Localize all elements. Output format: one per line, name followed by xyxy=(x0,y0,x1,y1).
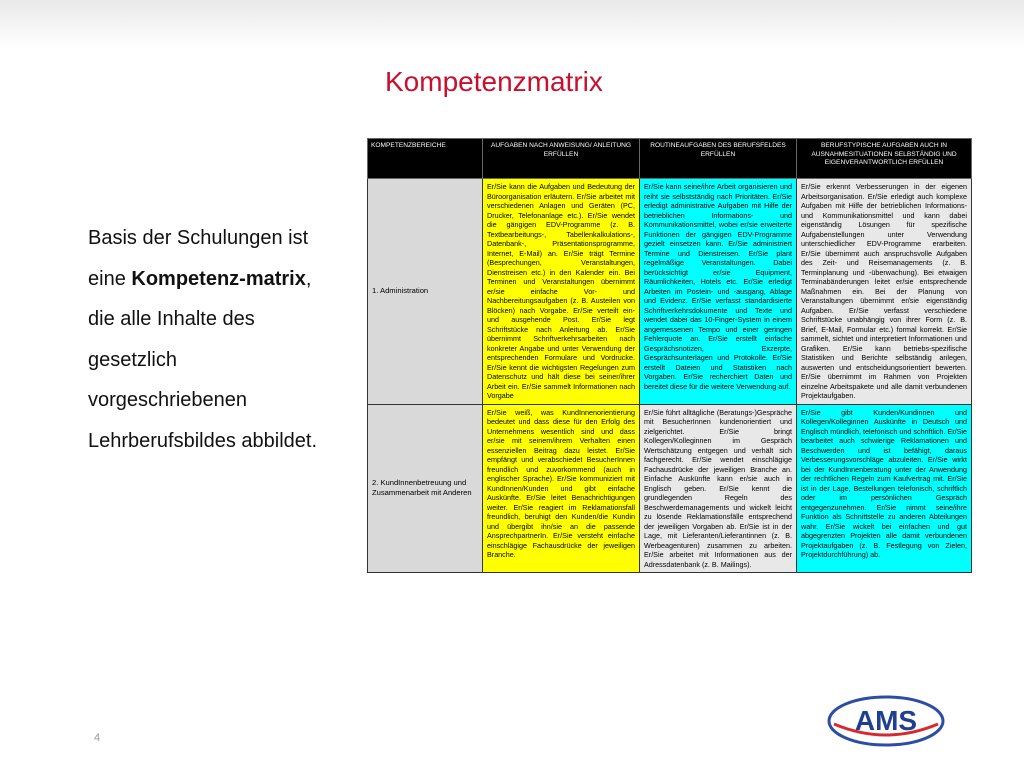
table-cell: Er/Sie weiß, was KundInnenorientierung bedeutet und dass diese für den Erfolg des Unternehmens wesentlich sind und dass er/sie mit seinem/ihrem Verhalten einen essenziellen Beitrag dazu leistet. Er/Sie empfängt und verabschiedet BesucherInnen freundlich und zuvorkommend (auch in englischer Sprache). Er/Sie kommuniziert mit KundInnen/Kunden und gibt einfache Auskünfte. Er/Sie leitet Benachrichtigungen weiter. Er/Sie reagiert im Reklamationsfall freundlich, beruhigt den Kunden/die Kundin und übergibt ihn/sie an die passende AnsprechpartnerIn. Er/Sie versteht einfache einschlägige Fachausdrücke der jeweiligen Branche. xyxy=(483,404,640,573)
header-routine-tasks: ROUTINEAUFGABEN DES BERUFSFELDES ERFÜLLEN xyxy=(640,139,797,179)
table-cell: Er/Sie kann seine/ihre Arbeit organisieren und reiht sie selbstständig nach Prioritäten. Er/Sie erledigt administrative Aufgaben mit Hilfe der betrieblichen Informations- und Kommunikationsmittel, wobei er/sie erweiterte Funktionen der gängigen EDV-Programme gezielt einsetzen kann. Er/Sie administriert Termine und Dienstreisen. Er/Sie plant regelmäßige Veranstaltungen. Dabei berücksichtigt er/sie Equipment, Räumlichkeiten, Hotels etc. Er/Sie erledigt Arbeiten im Postein- und -ausgang, Ablage und Evidenz. Er/Sie verfasst standardisierte Schriftverkehrsdokumente und Texte und wendet dabei das 10-Finger-System in einem angemessenen Tempo und einer geringen Fehlerquote an. Er/Sie erstellt einfache Gesprächsnotizen, Exzerpte, Gesprächsunterlagen und Protokolle. Er/Sie erstellt Dateien und Statistiken nach Vorgaben. Er/Sie recherchiert Daten und bereitet diese für die weitere Verwendung auf. xyxy=(640,179,797,405)
slide-number: 4 xyxy=(94,732,101,744)
header-independent-tasks: BERUFSTYPISCHE AUFGABEN AUCH IN AUSNAHMESITUATIONEN SELBSTÄNDIG UND EIGENVERANTWORTLICH ERFÜLLEN xyxy=(797,139,972,179)
table-cell: Er/Sie gibt Kunden/Kundinnen und Kollegen/Kolleginnen Auskünfte in Deutsch und Englisch mündlich, telefonisch und schriftlich. Er/Sie bearbeitet auch schwierige Reklamationen und Beschwerden und ist befähigt, daraus Verbesserungsvorschläge abzuleiten. Er/Sie wirkt bei der KundInnenberatung unter der Anwendung der rechtlichen Regeln zum Kaufvertrag mit. Er/Sie ist in der Lage, Bestellungen telefonisch, schriftlich oder im persönlichen Gespräch entgegenzunehmen. Er/Sie nimmt seine/ihre Funktion als Schnittstelle zu anderen Abteilungen wahr. Er/Sie wickelt bei einfachen und gut abgegrenzten Projekten alle damit verbundenen Projektaufgaben (z. B. Festlegung von Zielen, Projektdurchführung) ab. xyxy=(797,404,972,573)
header-instructed-tasks: AUFGABEN NACH ANWEISUNG/ ANLEITUNG ERFÜLLEN xyxy=(483,139,640,179)
body-text-bold: Kompetenz-matrix xyxy=(131,267,306,290)
logo-text: AMS xyxy=(854,705,918,736)
header-competence-areas: KOMPETENZBEREICHE xyxy=(368,139,483,179)
body-text xyxy=(88,218,338,461)
row-category: 1. Administration xyxy=(368,179,483,405)
table-cell: Er/Sie kann die Aufgaben und Bedeutung der Büroorganisation erläutern. Er/Sie arbeitet mit verschiedenen Anlagen und Geräten (PC, Drucker, Telefonanlage etc.). Er/Sie wendet die gängigen EDV-Programme (z. B. Textbearbeitungs-, Tabellenkalkulations-, Datenbank-, Präsentationsprogramme, Internet, E-Mail) an. Er/Sie trägt Termine (Besprechungen, Veranstaltungen, Dienstreisen etc.) in den Kalender ein. Bei Terminen und Veranstaltungen übernimmt er/sie einfache Vor- und Nachbereitungsaufgaben (z. B. Austeilen von Blöcken) nach Vorgabe. Er/Sie verteilt ein- und ausgehende Post. Er/Sie legt Schriftstücke nach Anleitung ab. Er/Sie übernimmt Schriftverkehrsarbeiten nach konkreter Angabe und unter Verwendung der entsprechenden Formulare und Vordrucke. Er/Sie kennt die wichtigsten Regelungen zum Datenschutz und hält diese bei seiner/ihrer Arbeit ein. Er/Sie sammelt Informationen nach Vorgabe xyxy=(483,179,640,405)
ams-logo xyxy=(826,694,946,749)
competence-matrix-table xyxy=(367,138,972,573)
table-cell: Er/Sie führt alltägliche (Beratungs-)Gespräche mit BesucherInnen kundenorientiert und zielgerichtet. Er/Sie bringt Kollegen/Kolleginnen im Gespräch Wertschätzung entgegen und verhält sich fachgerecht. Er/Sie wendet einschlägige Fachausdrücke der jeweiligen Branche an. Einfache Auskünfte kann er/sie auch in Englisch geben. Er/Sie kennt die grundlegenden Regeln des Beschwerdemanagements und wickelt leicht zu lösende Reklamationsfälle entsprechend der jeweiligen Vorgaben ab. Er/Sie ist in der Lage, mit Lieferanten/Lieferantinnen (z. B. Werbeagenturen) zusammen zu arbeiten. Er/Sie arbeitet mit Informationen aus der Adressdatenbank (z. B. Mailings). xyxy=(640,404,797,573)
slide-title: Kompetenzmatrix xyxy=(385,66,603,97)
table-row xyxy=(368,404,972,573)
table-header-row xyxy=(368,139,972,179)
table-cell: Er/Sie erkennt Verbesserungen in der eigenen Arbeitsorganisation. Er/Sie erledigt auch komplexe Aufgaben mit Hilfe der betrieblichen Informations- und Kommunikationsmittel und kann dabei eigenständig Lösungen für spezifische Aufgabenstellungen unter Verwendung unterschiedlicher EDV-Programme erarbeiten. Er/Sie übernimmt auch anspruchsvolle Aufgaben des Zeit- und Reisemanagements (z. B. Terminplanung und -überwachung). Bei etwaigen Terminabänderungen leitet er/sie entsprechende Maßnahmen ein. Bei der Planung von Veranstaltungen übernimmt er/sie eigenständig Aufgaben. Er/Sie verfasst verschiedene Schriftstücke unabhängig von ihrer Form (z. B. Brief, E-Mail, Formular etc.) formal korrekt. Er/Sie sammelt, sichtet und interpretiert Informationen und Grafiken. Er/Sie kann betriebs-spezifische Statistiken und Berichte selbständig anlegen, auswerten und entscheidungsorientiert bewerten. Er/Sie übernimmt im Rahmen von Projekten einzelne Arbeitspakete und alle damit verbundenen Projektaufgaben. xyxy=(797,179,972,405)
body-text-part1: Basis der Schulungen ist eine xyxy=(88,227,309,290)
row-category: 2. KundInnenbetreuung und Zusammenarbeit mit Anderen xyxy=(368,404,483,573)
top-shade xyxy=(0,0,1024,48)
table-row xyxy=(368,179,972,405)
body-text-part2: , die alle Inhalte des gesetzlich vorgeschriebenen Lehrberufsbildes abbildet. xyxy=(88,267,318,452)
